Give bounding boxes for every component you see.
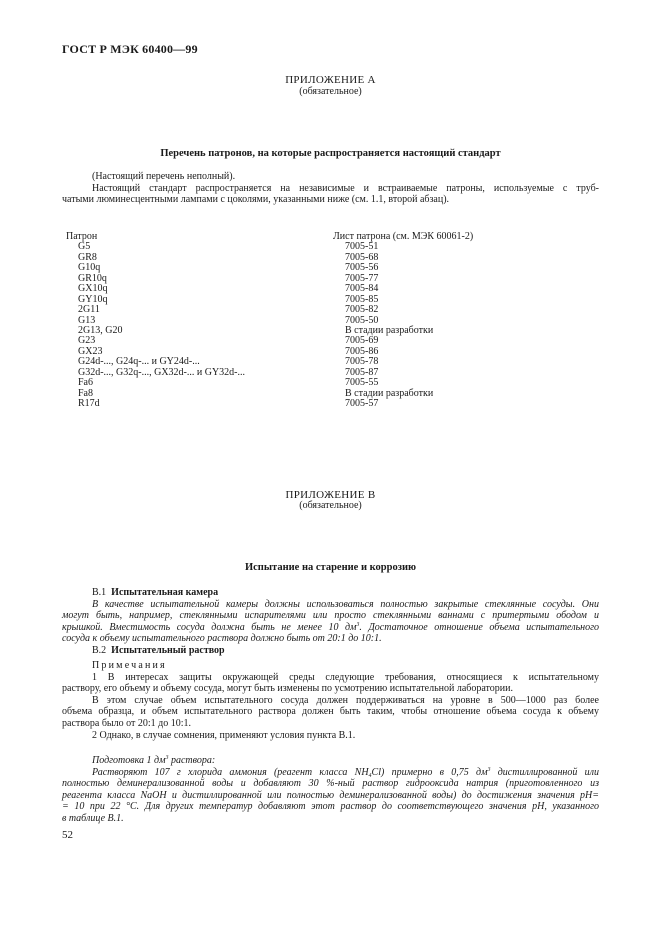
holder-cell: G10q xyxy=(78,262,101,274)
note-text-line: 1 В интересах защиты окружающей среды следующие требования, относящиеся к испытательному xyxy=(92,671,599,683)
b1-text-line: могут быть, например, стеклянными испарителями или просто стеклянными ваннами с притертыми ободом и xyxy=(62,610,599,622)
sheet-cell: 7005-85 xyxy=(345,293,379,305)
holder-column xyxy=(66,232,245,409)
preparation-heading: Подготовка 1 $дм^3$ раствора: xyxy=(92,755,216,766)
holder-cell: 2G11 xyxy=(78,304,100,316)
sheet-cell: 7005-68 xyxy=(345,251,379,263)
sheet-cell: 7005-82 xyxy=(345,304,379,316)
preparation-line: реагента класса NaOH и дистиллированной или полностью деминерализованной воды) до достижения значения pH= xyxy=(62,789,599,801)
annex-b-subtitle: (обязательное) xyxy=(299,500,362,511)
section-b1 xyxy=(62,587,599,657)
annex-b-heading: Испытание на старение и коррозию xyxy=(244,562,417,573)
preparation-line: полностью деминерализованной воды и добавляют 30 %-ный раствор гидрооксида натрия (приготовленного из xyxy=(62,778,599,790)
note-text-line: раствору, его объему и объему сосуда, могут быть изменены по усмотрению испытательной лаборатории. xyxy=(62,683,514,695)
sheet-cell: 7005-69 xyxy=(345,335,379,347)
preparation-line: = 10 при 22 °С. Для других температур добавляют этот раствор до соответствующего значения pH, указанного xyxy=(62,801,599,813)
b1-text-line: В качестве испытательной камеры должны использоваться полностью закрытые стеклянные сосуды. Они xyxy=(92,598,599,610)
page-number: 52 xyxy=(62,829,73,841)
note-text-line: объема образца, и объем испытательного раствора должен быть таким, чтобы отношение объема сосуда к объему xyxy=(62,706,599,718)
preparation-line: Растворяют 107 г хлорида аммония (реагент класса $NH_4Cl$) примерно в 0,75 $дм^3$ дистиллированной или xyxy=(92,766,599,779)
holder-cell: G23 xyxy=(78,335,96,347)
note-text-line: В этом случае объем испытательного сосуда должен поддерживаться на уровне в 500—1000 раз более xyxy=(92,694,599,706)
holder-cell: GX23 xyxy=(78,345,103,357)
b1-heading: В.1 Испытательная камера xyxy=(92,587,219,598)
notes-label: Примечания xyxy=(92,660,167,671)
b2-heading: В.2 Испытательный раствор xyxy=(92,644,225,656)
holder-cell: GR10q xyxy=(78,272,107,284)
sheet-cell: 7005-77 xyxy=(345,272,379,284)
holder-cell: G13 xyxy=(78,314,96,326)
holder-cell: R17d xyxy=(78,398,100,409)
preparation-block xyxy=(62,755,599,825)
intro-line: чатыми люминесцентными лампами с цоколями, указанными ниже (см. 1.1, второй абзац). xyxy=(62,194,450,206)
b1-text-line: сосуда к объему испытательного раствора должно быть от 20:1 до 10:1. xyxy=(62,633,382,645)
sheet-cell: 7005-57 xyxy=(345,398,379,409)
sheet-column xyxy=(333,232,473,409)
document-code: ГОСТ Р МЭК 60400—99 xyxy=(62,42,198,56)
annex-a-intro xyxy=(62,171,599,206)
column-header-sheet: Лист патрона (см. МЭК 60061-2) xyxy=(333,231,474,242)
note-text-line: раствора было от 20:1 до 10:1. xyxy=(62,717,192,729)
sheet-cell: 7005-55 xyxy=(345,377,379,389)
holder-cell: GR8 xyxy=(78,251,97,263)
sheet-cell: 7005-50 xyxy=(345,314,379,326)
holder-cell: Fa6 xyxy=(78,377,93,389)
holder-cell: Fa8 xyxy=(78,387,93,399)
b1-text-line: крышкой. Вместимость сосуда должна быть не менее 10 $дм^3$. Достаточное отношение объема испытательного xyxy=(62,621,600,633)
note-line: (Настоящий перечень неполный). xyxy=(92,171,236,182)
sheet-cell: 7005-87 xyxy=(345,366,379,378)
annex-a-subtitle: (обязательное) xyxy=(299,86,362,97)
annex-a-title: ПРИЛОЖЕНИЕ А xyxy=(285,74,376,86)
sheet-cell: 7005-86 xyxy=(345,345,379,357)
preparation-line: в таблице В.1. xyxy=(62,812,124,824)
sheet-cell: В стадии разработки xyxy=(345,387,434,399)
holder-cell: G5 xyxy=(78,241,91,253)
holder-cell: GY10q xyxy=(78,293,108,305)
sheet-cell: В стадии разработки xyxy=(345,324,434,336)
notes-block xyxy=(62,660,599,741)
column-header-holder: Патрон xyxy=(66,231,98,242)
sheet-cell: 7005-51 xyxy=(345,241,379,253)
holder-cell: G32d-..., G32q-..., GX32d-... и GY32d-... xyxy=(78,366,246,378)
note-text-line: 2 Однако, в случае сомнения, применяют условия пункта В.1. xyxy=(92,729,356,741)
holder-cell: G24d-..., G24q-... и GY24d-... xyxy=(78,356,200,368)
holder-cell: 2G13, G20 xyxy=(78,324,123,336)
sheet-cell: 7005-78 xyxy=(345,356,379,368)
sheet-cell: 7005-84 xyxy=(345,283,379,295)
annex-b-title: ПРИЛОЖЕНИЕ В xyxy=(285,489,376,501)
intro-line: Настоящий стандарт распространяется на независимые и встраиваемые патроны, используемые с труб- xyxy=(92,182,599,194)
annex-a-heading: Перечень патронов, на которые распространяется настоящий стандарт xyxy=(160,148,501,159)
sheet-cell: 7005-56 xyxy=(345,262,379,274)
holder-cell: GX10q xyxy=(78,283,108,295)
